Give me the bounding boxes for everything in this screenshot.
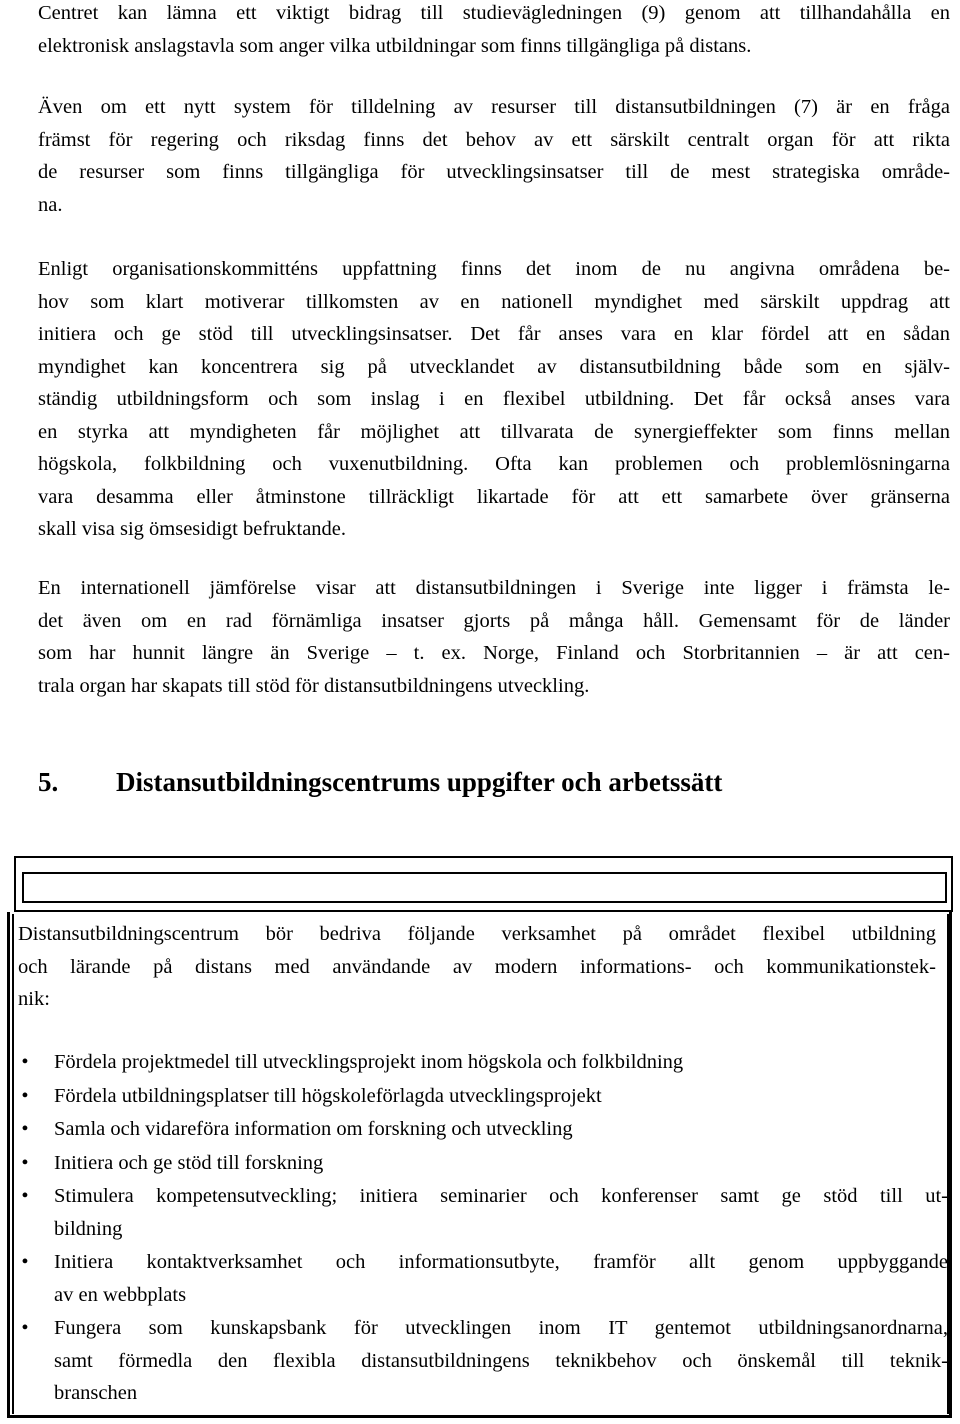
list-item-line: Fördela utbildningsplatser till högskoleförlagda utvecklingsprojekt xyxy=(54,1084,602,1107)
list-item-line: Fördela projektmedel till utvecklingsprojekt inom högskola och folkbildning xyxy=(54,1051,684,1073)
paragraph-2 xyxy=(38,91,950,221)
paragraph-line: Enligt organisationskommitténs uppfattning finns det inom de nu angivna områdena be- xyxy=(38,258,950,280)
list-item-line: branschen xyxy=(54,1382,138,1404)
paragraph-line: myndighet kan koncentrera sig på utvecklandet av distansutbildning både som en själv- xyxy=(38,355,950,378)
list-item-line: av en webbplats xyxy=(54,1283,187,1306)
paragraph-line: Även om ett nytt system för tilldelning av resurser till distansutbildningen (7) är en fråga xyxy=(38,96,950,118)
paragraph-line: initiera och ge stöd till utvecklingsinsatser. Det får anses vara en klar fördel att en sådan xyxy=(38,323,950,345)
bullet-icon: • xyxy=(21,1051,29,1073)
bullet-icon: • xyxy=(21,1084,29,1107)
paragraph-1 xyxy=(38,0,950,62)
paragraph-line: skall visa sig ömsesidigt befruktande. xyxy=(38,518,347,540)
list-item-line: Stimulera kompetensutveckling; initiera seminarier och konferenser samt ge stöd till ut- xyxy=(54,1185,948,1207)
section-number: 5. xyxy=(38,767,59,797)
paragraph-line: en styrka att myndigheten får möjlighet att tillvarata de synergieffekter som finns mellan xyxy=(38,420,950,443)
list-item xyxy=(18,1246,948,1311)
paragraph-line: Centret kan lämna ett viktigt bidrag till studievägledningen (9) genom att tillhandahålla en xyxy=(38,2,950,24)
paragraph-line: hov som klart motiverar tillkomsten av en nationell myndighet med särskilt uppdrag att xyxy=(38,290,950,313)
list-item xyxy=(18,1046,948,1079)
bullet-icon: • xyxy=(21,1317,29,1339)
paragraph-line: trala organ har skapats till stöd för distansutbildningens utveckling. xyxy=(38,674,590,697)
bullet-icon: • xyxy=(21,1151,29,1174)
bullet-icon: • xyxy=(21,1251,29,1273)
box-intro-line: Distansutbildningscentrum bör bedriva följande verksamhet på området flexibel utbildning xyxy=(18,923,936,945)
paragraph-3 xyxy=(38,253,950,546)
section-title: Distansutbildningscentrums uppgifter och arbetssätt xyxy=(116,767,723,797)
box-header-inner-frame xyxy=(22,872,947,903)
list-item xyxy=(18,1147,948,1180)
paragraph-line: vara desamma eller åtminstone tillräckligt likartade för att ett samarbete över gränserna xyxy=(38,485,950,508)
paragraph-line: främst för regering och riksdag finns det behov av ett särskilt centralt organ för att rikta xyxy=(38,128,950,151)
list-item-line: Initiera och ge stöd till forskning xyxy=(54,1151,324,1174)
section-heading xyxy=(38,764,722,800)
paragraph-line: na. xyxy=(38,193,63,216)
paragraph-line: elektronisk anslagstavla som anger vilka utbildningar som finns tillgängliga på distans. xyxy=(38,34,752,57)
list-item-line: bildning xyxy=(54,1217,123,1240)
paragraph-line: ständig utbildningsform och som inslag i en flexibel utbildning. Det får också anses vara xyxy=(38,388,950,410)
list-item-line: Samla och vidareföra information om forskning och utveckling xyxy=(54,1118,573,1140)
list-item-line: samt förmedla den flexibla distansutbildningens teknikbehov och önskemål till teknik- xyxy=(54,1349,948,1372)
box-intro-line: och lärande på distans med användande av modern informations- och kommunikationstek- xyxy=(18,955,936,978)
paragraph-line: de resurser som finns tillgängliga för utvecklingsinsatser till de mest strategiska område- xyxy=(38,161,950,183)
paragraph-line: som har hunnit längre än Sverige – t. ex. Norge, Finland och Storbritannien – är att cen- xyxy=(38,642,950,664)
list-item xyxy=(18,1113,948,1146)
box-inner-rule-left xyxy=(12,914,14,1414)
paragraph-4 xyxy=(38,572,950,702)
list-item xyxy=(18,1180,948,1245)
task-list xyxy=(18,1046,948,1410)
bullet-icon: • xyxy=(21,1118,29,1140)
list-item-line: Initiera kontaktverksamhet och informationsutbyte, framför allt genom uppbyggande xyxy=(54,1251,948,1273)
list-item xyxy=(18,1312,948,1410)
list-item-line: Fungera som kunskapsbank för utvecklingen inom IT gentemot utbildningsanordnarna, xyxy=(54,1317,948,1339)
bullet-icon: • xyxy=(21,1185,29,1207)
paragraph-line: En internationell jämförelse visar att distansutbildningen i Sverige inte ligger i främsta le- xyxy=(38,577,950,599)
list-item xyxy=(18,1080,948,1113)
paragraph-line: det även om en rad förnämliga insatser gjorts på många håll. Gemensamt för de länder xyxy=(38,609,950,632)
box-intro xyxy=(18,918,936,1016)
box-intro-line: nik: xyxy=(18,988,50,1010)
paragraph-line: högskola, folkbildning och vuxenutbildning. Ofta kan problemen och problemlösningarna xyxy=(38,453,950,475)
